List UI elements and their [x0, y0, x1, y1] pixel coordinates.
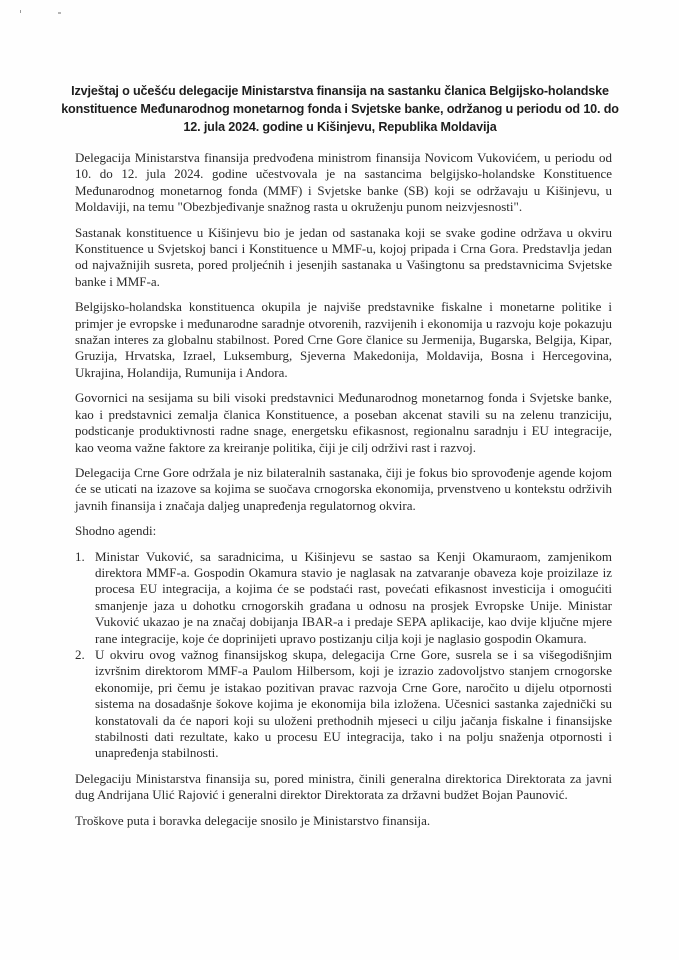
- agenda-item: [75, 549, 612, 647]
- document-body: [75, 150, 612, 838]
- paragraph-session-speakers: Govornici na sesijama su bili visoki predstavnici Međunarodnog monetarnog fonda i Svjetske banke, kao i predstavnici zemalja članica Konstituence, a poseban akcenat stavili su na zelenu tranziciju, podsticanje produktivnosti radne snage, energetsku efikasnost, regionalnu saradnju i EU integracije, kao veoma važne faktore za kreiranje politika, čiji je cilj održivi rast i razvoj.: [75, 390, 612, 455]
- scan-mark: [20, 10, 21, 13]
- scan-mark: [58, 12, 61, 14]
- scan-artifact-marks: [14, 8, 54, 18]
- paragraph-travel-costs: Troškove puta i boravka delegacije snosilo je Ministarstvo finansija.: [75, 812, 431, 828]
- agenda-item-number: 1.: [75, 548, 85, 564]
- document-title: Izvještaj o učešću delegacije Ministarstva finansija na sastanku članica Belgijsko-holandske konstituence Međunarodnog monetarnog fonda i Svjetske banke, održanog u periodu od 10. do 12. jula 2024. godine u Kišinjevu, Republika Moldavija: [61, 84, 619, 135]
- agenda-item-number: 2.: [75, 646, 85, 662]
- paragraph-delegation-members: Delegaciju Ministarstva finansija su, pored ministra, činili generalna direktorica Direktorata za javni dug Andrijana Ulić Rajović i generalni direktor Direktorata za državni budžet Bojan Paunović.: [75, 770, 612, 803]
- agenda-item-text: U okviru ovog važnog finansijskog skupa, delegacija Crne Gore, susrela se i sa višegodišnjim izvršnim direktorom MMF-a Paulom Hilbersom, koji je izrazio zadovoljstvo stanjem crnogorske ekonomije, pri čemu je istakao pozitivan pravac razvoja Crne Gore, naročito u dijelu otpornosti sistema na dosadašnje šokove kojima je ekonomija bila izložena. Učesnici sastanka zajednički su konstatovali da će napori koji su uloženi prethodnih mjeseci u cilju jačanja fiskalne i finansijske stabilnosti dati rezultate, kako u procesu EU integracija, tako i na polju snaženja otpornosti i unapređenja stabilnosti.: [95, 646, 612, 761]
- paragraph-bilateral-meetings: Delegacija Crne Gore održala je niz bilateralnih sastanaka, čiji je fokus bio sprovođenje agende kojom će se uticati na izazove sa kojima se suočava crnogorska ekonomija, prvenstveno u kontekstu održivih javnih finansija i značaja daljeg unapređenja regulatornog okvira.: [75, 464, 612, 513]
- paragraph-delegation-intro: Delegacija Ministarstva finansija predvođena ministrom finansija Novicom Vukovićem, u periodu od 10. do 12. jula 2024. godine učestvovala je na sastancima belgijsko-holandske Konstituence Međunarodnog monetarnog fonda (MMF) i Svjetske banke (SB) koji se održavaju u Kišinjevu, u Moldaviji, na temu "Obezbjeđivanje snažnog rasta u okruženju punom neizvjesnosti".: [75, 150, 612, 215]
- agenda-item-text: Ministar Vuković, sa saradnicima, u Kišinjevu se sastao sa Kenji Okamuraom, zamjenikom direktora MMF-a. Gospodin Okamura stavio je naglasak na zatvaranje obaveza koje proizilaze iz procesa EU integracija, a kojima će se podstaći rast, povećati efikasnost investicija i omogućiti smanjenje jaza u dohotku crnogorskih građana u odnosu na prosjek Evropske Unije. Ministar Vuković ukazao je na značaj dobijanja IBAR-a i predaje SEPA aplikacije, kao dvije ključne mjere rane integracije, koje će doprinijeti upravo postizanju cilja koji je naglasio gospodin Okamura.: [95, 548, 612, 646]
- agenda-intro: Shodno agendi:: [75, 523, 157, 539]
- paragraph-constituency-meeting: Sastanak konstituence u Kišinjevu bio je jedan od sastanaka koji se svake godine održava u okviru Konstituence u Svjetskoj banci i Konstituence u MMF-u, kojoj pripada i Crna Gora. Predstavlja jedan od najvažnijih susreta, pored proljećnih i jesenjih sastanaka u Vašingtonu sa predstavnicima Svjetske banke i MMF-a.: [75, 224, 612, 289]
- agenda-item: [75, 647, 612, 762]
- agenda-list: [75, 549, 612, 762]
- paragraph-constituency-members: Belgijsko-holandska konstituenca okupila je najviše predstavnike fiskalne i monetarne politike i primjer je evropske i međunarodne saradnje otvorenih, razvijenih i ekonomija u razvoju koje pokazuju snažan interes za globalnu stabilnost. Pored Crne Gore članice su Jermenija, Bugarska, Belgija, Kipar, Gruzija, Hrvatska, Izrael, Luksemburg, Sjeverna Makedonija, Moldavija, Bosna i Hercegovina, Ukrajina, Holandija, Rumunija i Andora.: [75, 299, 612, 380]
